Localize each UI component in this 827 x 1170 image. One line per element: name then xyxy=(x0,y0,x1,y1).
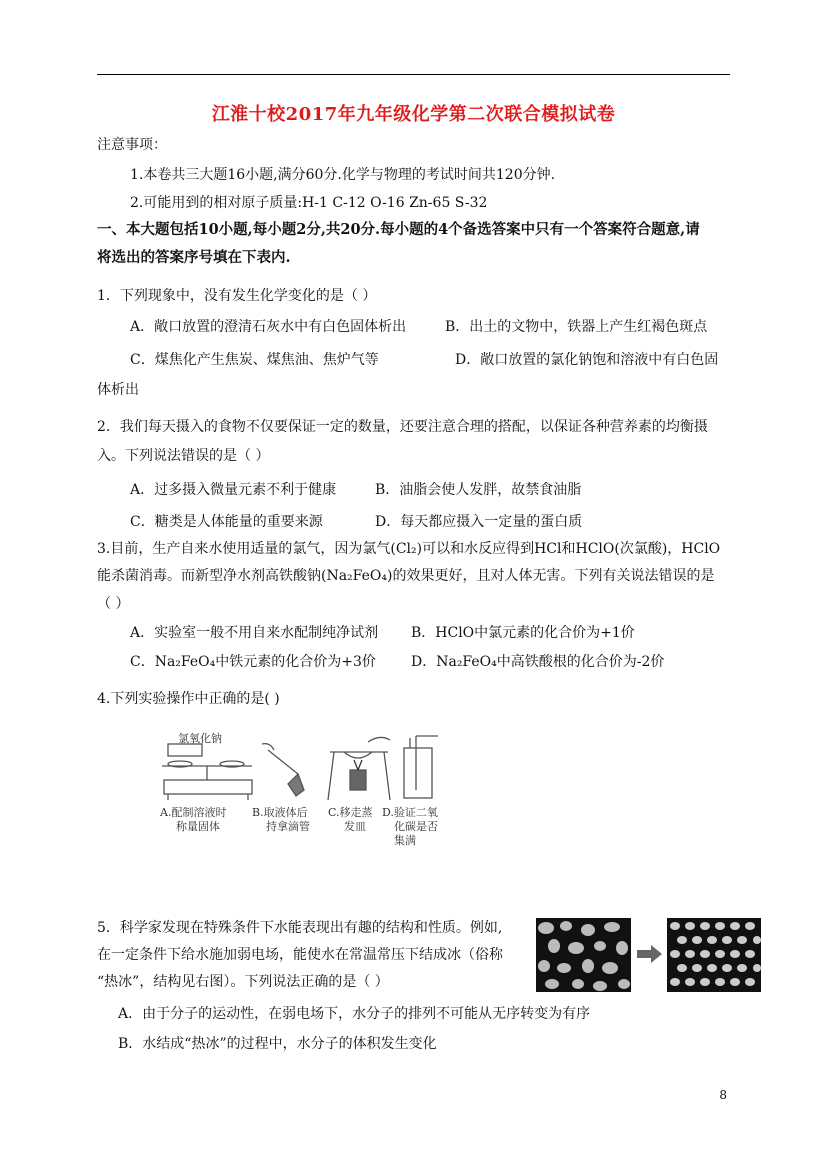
fig4-top-label: 氯氧化钠 xyxy=(178,732,222,745)
fig4-c-line-1: C.移走蒸 xyxy=(328,806,373,819)
q5-option-b: B．水结成“热冰”的过程中，水分子的体积发生变化 xyxy=(118,1036,437,1052)
fig4-a-line-2: 称量固体 xyxy=(176,820,220,833)
q3-option-a: A．实验室一般不用自来水配制纯净试剂 xyxy=(130,625,379,641)
q1-option-b: B．出土的文物中，铁器上产生红褐色斑点 xyxy=(445,319,708,335)
q5-stem-line-2: 在一定条件下给水施加弱电场，能使水在常温常压下结成冰（俗称 xyxy=(97,947,503,963)
q1-option-d: D．敞口放置的氯化钠饱和溶液中有白色固 xyxy=(455,352,719,368)
fig4-c-line-2: 发皿 xyxy=(344,820,366,833)
exam-title: 江淮十校2017年九年级化学第二次联合模拟试卷 xyxy=(211,104,616,125)
notice-item-2: 2.可能用到的相对原子质量:H-1 C-12 O-16 Zn-65 S-32 xyxy=(130,195,488,211)
ordered-hot-ice-structure-image xyxy=(667,918,761,992)
q5-option-a: A．由于分子的运动性，在弱电场下，水分子的排列不可能从无序转变为有序 xyxy=(118,1006,591,1022)
section-1-instruction-line-2: 将选出的答案序号填在下表内. xyxy=(97,249,291,266)
q3-option-b: B．HClO中氯元素的化合价为+1价 xyxy=(411,625,635,641)
fig4-a-line-1: A.配制溶液时 xyxy=(160,806,227,819)
q2-option-c: C．糖类是人体能量的重要来源 xyxy=(130,514,323,530)
q5-stem-line-1: 5．科学家发现在特殊条件下水能表现出有趣的结构和性质。例如, xyxy=(97,920,503,936)
q3-stem-line-3: （ ） xyxy=(97,596,130,612)
q3-option-c: C．Na₂FeO₄中铁元素的化合价为+3价 xyxy=(130,654,376,670)
notice-item-1: 1.本卷共三大题16小题,满分60分.化学与物理的考试时间共120分钟. xyxy=(130,167,556,183)
q1-option-c: C．煤焦化产生焦炭、煤焦油、焦炉气等 xyxy=(130,352,379,368)
q4-lab-operations-figure xyxy=(158,730,448,854)
fig4-b-line-1: B.取液体后 xyxy=(252,806,308,819)
q3-stem-line-2: 能杀菌消毒。而新型净水剂高铁酸钠(Na₂FeO₄)的效果更好，且对人体无害。下列有关说法错误的是 xyxy=(97,568,715,584)
q1-stem: 1．下列现象中，没有发生化学变化的是（ ） xyxy=(97,288,377,304)
q1-option-a: A．敞口放置的澄清石灰水中有白色固体析出 xyxy=(130,319,407,335)
notice-heading: 注意事项： xyxy=(97,137,167,153)
q4-stem: 4.下列实验操作中正确的是( ) xyxy=(97,691,280,707)
header-rule xyxy=(97,74,730,75)
fig4-d-line-2: 化碳是否 xyxy=(394,820,438,833)
fig4-b-line-2: 持拿滴管 xyxy=(266,820,310,833)
q3-stem-line-1: 3.目前，生产自来水使用适量的氯气，因为氯气(Cl₂)可以和水反应得到HCl和HClO(次氯酸)，HClO xyxy=(97,541,721,557)
q2-stem-line-2: 入。下列说法错误的是（ ） xyxy=(97,448,270,464)
page-number: 8 xyxy=(719,1088,727,1102)
q2-option-a: A．过多摄入微量元素不利于健康 xyxy=(130,482,337,498)
q2-stem-line-1: 2．我们每天摄入的食物不仅要保证一定的数量，还要注意合理的搭配，以保证各种营养素的均衡摄 xyxy=(97,419,708,435)
disordered-water-structure-image xyxy=(536,918,631,992)
q2-option-d: D．每天都应摄入一定量的蛋白质 xyxy=(375,514,583,530)
q1-option-d-continued: 体析出 xyxy=(97,382,139,398)
transition-arrow-icon xyxy=(635,944,663,964)
q5-stem-line-3: “热冰”，结构见右图）。下列说法正确的是（ ） xyxy=(97,974,389,990)
section-1-instruction-line-1: 一、本大题包括10小题,每小题2分,共20分.每小题的4个备选答案中只有一个答案符合题意,请 xyxy=(97,221,700,238)
balance-label-box xyxy=(168,744,202,756)
q2-option-b: B．油脂会使人发胖，故禁食油脂 xyxy=(375,482,582,498)
fig4-d-line-3: 集满 xyxy=(394,834,416,847)
fig4-d-line-1: D.验证二氧 xyxy=(382,806,438,819)
q3-option-d: D．Na₂FeO₄中高铁酸根的化合价为-2价 xyxy=(411,654,665,670)
